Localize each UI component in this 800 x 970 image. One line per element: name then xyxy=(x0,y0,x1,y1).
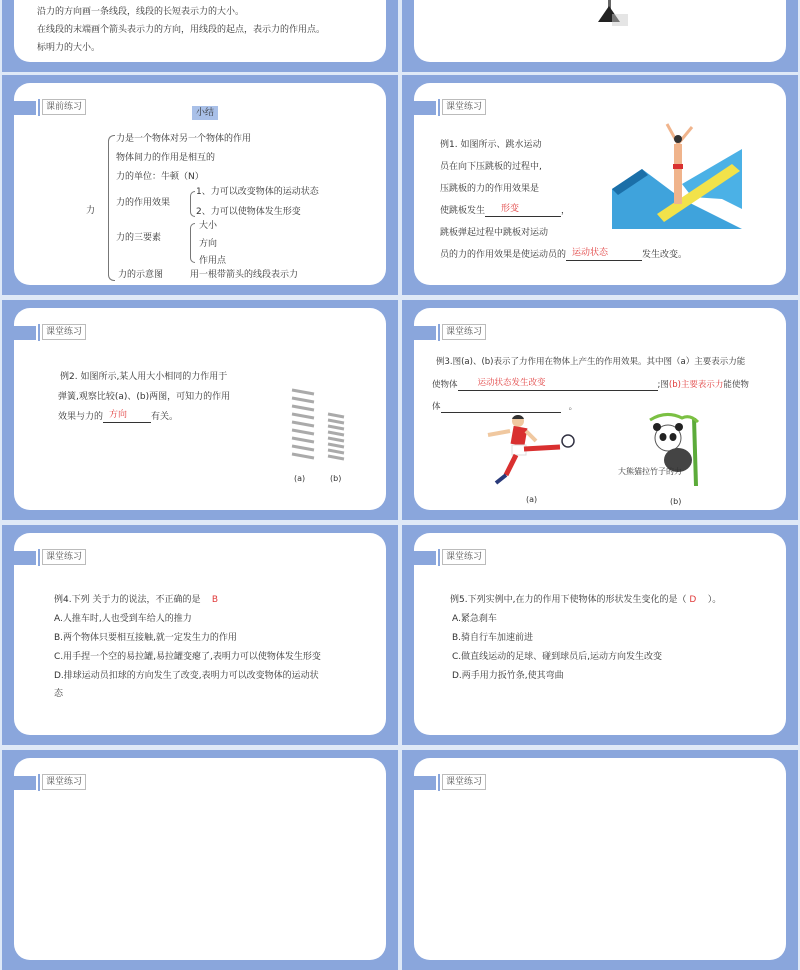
label-b: (b) xyxy=(330,474,342,483)
answer-blank-a: 运动状态发生改变 xyxy=(477,378,546,388)
brace xyxy=(190,223,195,263)
text-line: 在线段的末端画个箭头表示力的方向，用线段的起点，表示力的作用点。 xyxy=(37,25,326,35)
text-line: 压跳板的力的作用效果是 xyxy=(440,184,540,194)
option-c: C.用手捏一个空的易拉罐,易拉罐变瘪了,表明力可以使物体发生形变 xyxy=(54,652,321,662)
section-tag: 课堂练习 xyxy=(42,774,86,790)
section-tag: 课堂练习 xyxy=(442,324,486,340)
text-line: 例2. 如图所示,某人用大小相同的力作用于 xyxy=(60,372,228,382)
slide-9[interactable] xyxy=(2,750,398,970)
effect-item: 1、力可以改变物体的运动状态 xyxy=(196,187,319,197)
option-a: A.人推车时,人也受到车给人的推力 xyxy=(54,614,192,624)
option-d: D.两手用力扳竹条,使其弯曲 xyxy=(452,671,564,681)
diver-image xyxy=(612,119,752,234)
slide-5[interactable] xyxy=(2,300,398,520)
option-d: D.排球运动员扣球的方向发生了改变,表明力可以改变物体的运动状 xyxy=(54,671,319,681)
effect-item: 2、力可以使物体发生形变 xyxy=(196,207,301,217)
label-a: (a) xyxy=(294,474,306,483)
option-b: B.两个物体只要相互接触,就一定发生力的作用 xyxy=(54,633,237,643)
slide-7[interactable] xyxy=(2,525,398,745)
section-tag: 课堂练习 xyxy=(442,774,486,790)
question-text: 例5.下列实例中,在力的作用下使物体的形状发生变化的是（ xyxy=(450,595,687,605)
answer-blank: 运动状态 xyxy=(572,248,609,258)
text-line: 例3.图(a)、(b)表示了力作用在物体上产生的作用效果。其中图（a）主要表示力能 xyxy=(436,357,746,367)
spring-a-image xyxy=(290,386,316,466)
brace xyxy=(108,135,115,281)
summary-item: 力的作用效果 xyxy=(116,198,171,208)
slide-card xyxy=(414,758,786,960)
answer: D xyxy=(689,595,697,605)
root-label: 力 xyxy=(86,206,96,216)
section-tag: 课前练习 xyxy=(42,99,86,115)
text-line: 员在向下压跳板的过程中, xyxy=(440,162,542,172)
cone-lamp-image xyxy=(584,0,634,30)
diagram-desc: 用一根带箭头的线段表示力 xyxy=(190,270,299,280)
slide-card: 课堂练习 例1. 如图所示、跳水运动 员在向下压跳板的过程中, 压跳板的力的作用效果是 使跳板发生 形变 ， 跳板弹起过程中跳板对运动 员的力的作用效果是使运动员的 运动状态 发生改变。 xyxy=(414,83,786,285)
slide-2[interactable] xyxy=(402,0,798,72)
text-line: 跳板弹起过程中跳板对运动 xyxy=(440,228,549,238)
summary-item: 物体间力的作用是相互的 xyxy=(116,153,216,163)
option-c: C.做直线运动的足球、碰到球员后,运动方向发生改变 xyxy=(452,652,663,662)
text-line: 标明力的大小。 xyxy=(37,43,101,53)
spring-b-image xyxy=(326,410,346,466)
answer-blank: 方向 xyxy=(109,410,128,420)
soccer-player-image xyxy=(480,413,580,485)
text-line: 例1. 如图所示、跳水运动 xyxy=(440,140,542,150)
answer-blank-b: (b)主要表示力 xyxy=(668,380,724,390)
text-line: 弹簧,观察比较(a)、(b)两图，可知力的作用 xyxy=(58,392,231,402)
section-tag: 课堂练习 xyxy=(442,549,486,565)
summary-item: 力是一个物体对另一个物体的作用 xyxy=(116,134,252,144)
slide-4[interactable] xyxy=(402,75,798,295)
slide-3[interactable] xyxy=(2,75,398,295)
slide-10[interactable] xyxy=(402,750,798,970)
text-line: 员的力的作用效果是使运动员的 xyxy=(440,250,567,260)
option-d-cont: 态 xyxy=(54,689,64,699)
text-line: 效果与力的 xyxy=(58,412,104,422)
summary-item: 力的示意图 xyxy=(118,270,164,280)
option-a: A.紧急刹车 xyxy=(452,614,497,624)
text-line: 沿力的方向画一条线段，线段的长短表示力的大小。 xyxy=(37,7,245,17)
label-a: (a) xyxy=(526,495,538,504)
question-text: 例4.下列 关于力的说法，不正确的是 xyxy=(54,595,201,605)
element-item: 大小 xyxy=(199,221,218,231)
section-tag: 课堂练习 xyxy=(42,324,86,340)
answer: B xyxy=(211,595,219,605)
answer-blank: 形变 xyxy=(501,204,520,214)
slide-card: 课堂练习 例3.图(a)、(b)表示了力作用在物体上产生的作用效果。其中图（a）主要表示力能 使物体 运动状态发生改变 ;图(b)主要表示力能使物 体 。 大熊猫拉竹子的力 (a) (b) xyxy=(414,308,786,510)
slide-6[interactable] xyxy=(402,300,798,520)
slide-card: 课堂练习 例2. 如图所示,某人用大小相同的力作用于 弹簧,观察比较(a)、(b)两图，可知力的作用 效果与力的 方向 有关。 (a) (b) xyxy=(14,308,386,510)
element-item: 方向 xyxy=(199,239,218,249)
summary-item: 力的单位：牛顿（N） xyxy=(116,172,204,182)
section-tag: 课堂练习 xyxy=(42,549,86,565)
text-line: 使跳板发生 xyxy=(440,206,486,216)
slide-card xyxy=(14,83,386,285)
summary-title: 小结 xyxy=(192,106,218,120)
slide-card xyxy=(14,0,386,62)
brace xyxy=(190,191,195,217)
option-b: B.骑自行车加速前进 xyxy=(452,633,534,643)
label-b: (b) xyxy=(670,497,682,506)
slide-card: 课堂练习 例5.下列实例中,在力的作用下使物体的形状发生变化的是（ D ）。 A.紧急刹车 B.骑自行车加速前进 C.做直线运动的足球、碰到球员后,运动方向发生改变 D.两手用力扳竹条,使其弯曲 xyxy=(414,533,786,735)
panda-caption: 大熊猫拉竹子的力 xyxy=(618,467,682,476)
slide-1[interactable] xyxy=(2,0,398,72)
slide-card xyxy=(14,758,386,960)
slide-8[interactable] xyxy=(402,525,798,745)
summary-item: 力的三要素 xyxy=(116,233,162,243)
slide-card xyxy=(14,533,386,735)
section-tag: 课堂练习 xyxy=(442,99,486,115)
element-item: 作用点 xyxy=(199,256,227,266)
slide-card xyxy=(414,0,786,62)
